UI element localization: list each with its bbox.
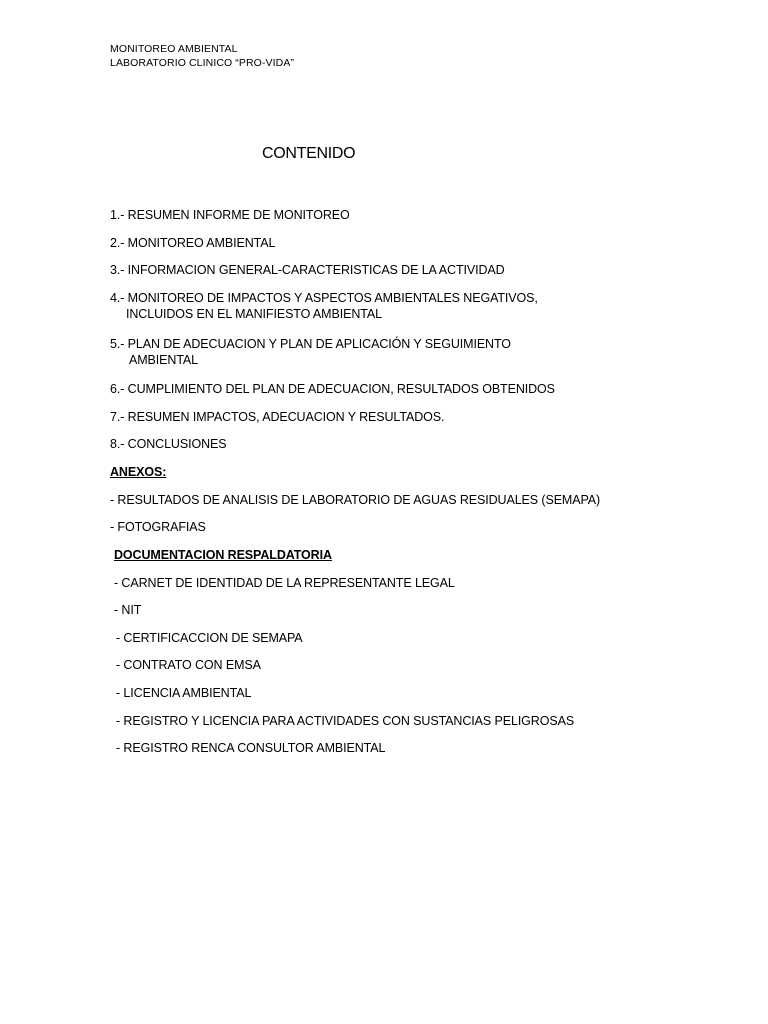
anexos-heading: ANEXOS: — [110, 465, 167, 479]
toc-item-4-line-2: INCLUIDOS EN EL MANIFIESTO AMBIENTAL — [126, 307, 382, 321]
anexo-item: - RESULTADOS DE ANALISIS DE LABORATORIO DE AGUAS RESIDUALES (SEMAPA) — [110, 493, 601, 507]
toc-item-7: 7.- RESUMEN IMPACTOS, ADECUACION Y RESULTADOS. — [110, 410, 445, 424]
toc-item-5-line-2: AMBIENTAL — [129, 353, 199, 367]
toc-item-5-line-1: 5.- PLAN DE ADECUACION Y PLAN DE APLICACIÓN Y SEGUIMIENTO — [110, 337, 511, 351]
toc-item-5 — [110, 336, 511, 368]
documentacion-item: - REGISTRO Y LICENCIA PARA ACTIVIDADES CON SUSTANCIAS PELIGROSAS — [116, 714, 575, 728]
toc-item-4-line-1: 4.- MONITOREO DE IMPACTOS Y ASPECTOS AMBIENTALES NEGATIVOS, — [110, 291, 538, 305]
header-line-1: MONITOREO AMBIENTAL — [110, 43, 238, 55]
documentacion-heading: DOCUMENTACION RESPALDATORIA — [114, 548, 332, 562]
documentacion-item: - LICENCIA AMBIENTAL — [116, 686, 252, 700]
documentacion-item: - CONTRATO CON EMSA — [116, 658, 261, 672]
documentacion-item: - REGISTRO RENCA CONSULTOR AMBIENTAL — [116, 741, 386, 755]
toc-item-1: 1.- RESUMEN INFORME DE MONITOREO — [110, 208, 350, 222]
page-header — [110, 42, 294, 70]
header-line-2: LABORATORIO CLINICO “PRO-VIDA” — [110, 57, 295, 69]
document-title: CONTENIDO — [262, 145, 356, 162]
toc-item-8: 8.- CONCLUSIONES — [110, 437, 227, 451]
toc-item-2: 2.- MONITOREO AMBIENTAL — [110, 236, 276, 250]
documentacion-item: - NIT — [114, 603, 142, 617]
documentacion-item: - CARNET DE IDENTIDAD DE LA REPRESENTANTE LEGAL — [114, 576, 455, 590]
toc-item-6: 6.- CUMPLIMIENTO DEL PLAN DE ADECUACION, RESULTADOS OBTENIDOS — [110, 382, 555, 396]
documentacion-item: - CERTIFICACCION DE SEMAPA — [116, 631, 303, 645]
toc-item-4 — [110, 290, 538, 322]
anexo-item: - FOTOGRAFIAS — [110, 520, 206, 534]
toc-item-3: 3.- INFORMACION GENERAL-CARACTERISTICAS DE LA ACTIVIDAD — [110, 263, 505, 277]
